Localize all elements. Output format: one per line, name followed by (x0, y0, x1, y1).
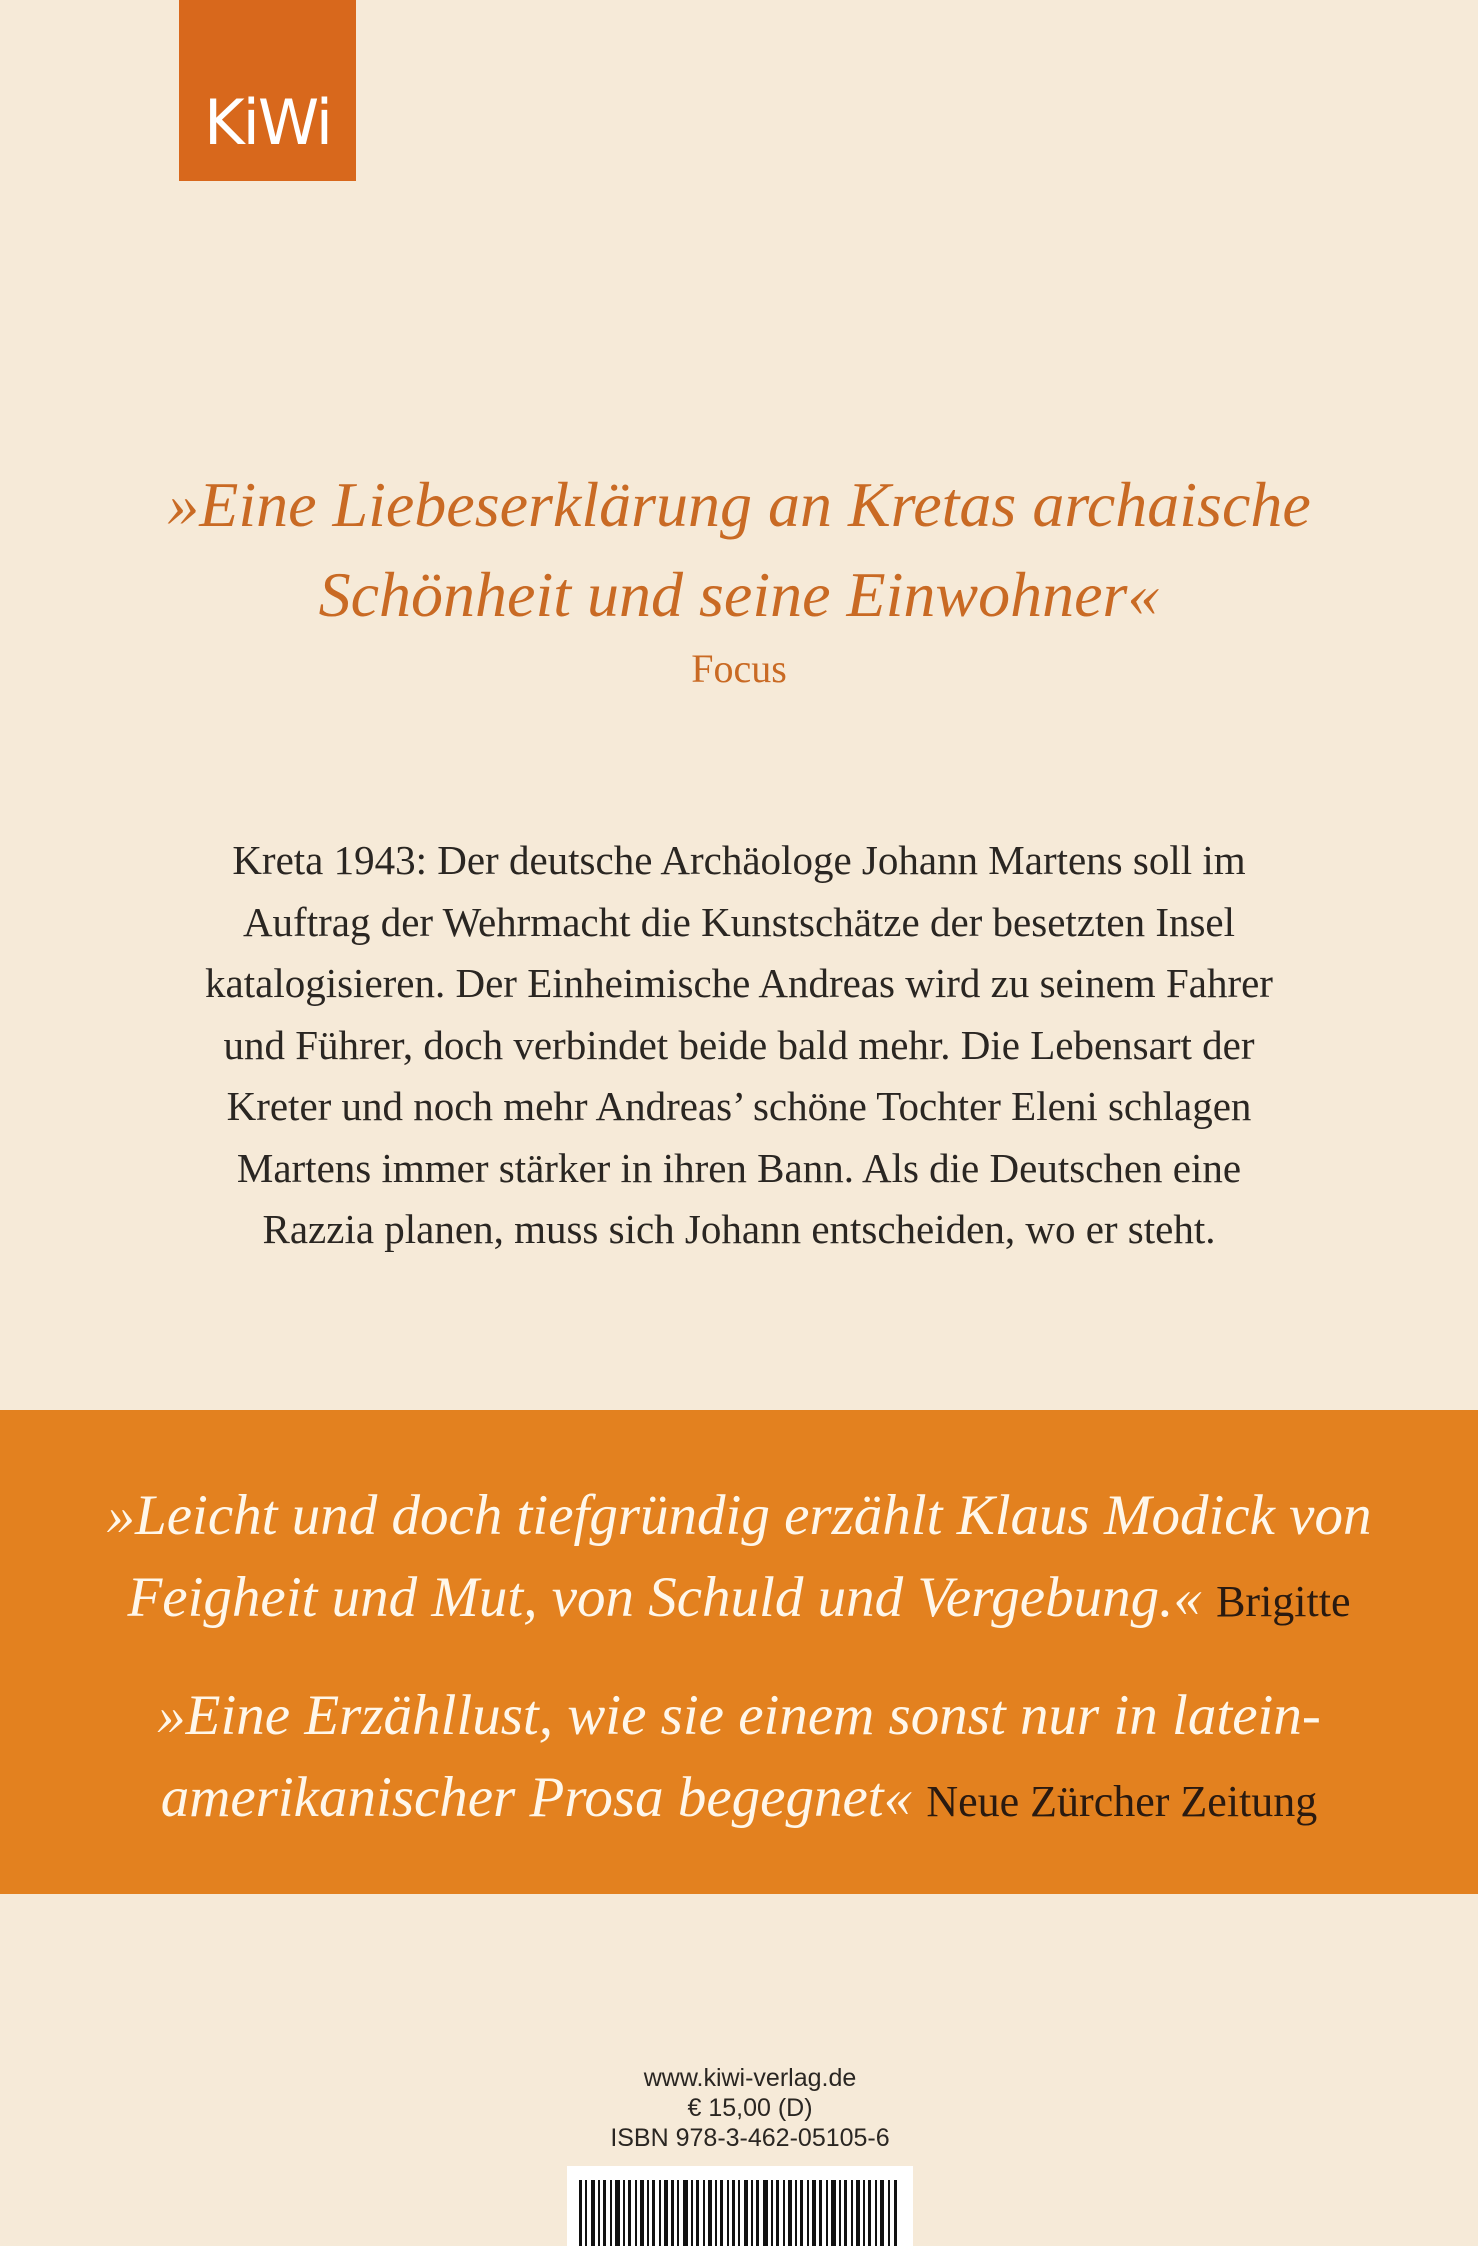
band-quote-2-source: Neue Zürcher Zeitung (926, 1777, 1318, 1826)
top-quote-source: Focus (691, 646, 787, 691)
band-quote-2-line-1: »Eine Erzähllust, wie sie einem sonst nur in latein- (157, 1684, 1321, 1747)
band-quote-1-source: Brigitte (1216, 1577, 1351, 1626)
top-quote-line-1: »Eine Liebeserklärung an Kretas archaische (167, 469, 1311, 540)
top-quote-line-2: Schönheit und seine Einwohner« (318, 559, 1160, 630)
publisher-logo-text: KiWi (203, 86, 332, 159)
band-quote-2-line-2: amerikanischer Prosa begegnet« (160, 1766, 913, 1829)
blurb-line: Kreter und noch mehr Andreas’ schöne Tochter Eleni schlagen (226, 1083, 1252, 1129)
imprint (540, 2063, 960, 2153)
blurb-line: Razzia planen, muss sich Johann entscheiden, wo er steht. (262, 1206, 1216, 1252)
barcode (567, 2166, 913, 2246)
band-quote-1-line-2-wrapper (0, 1557, 1478, 1643)
top-review-quote (0, 460, 1478, 640)
band-review-quote-1 (0, 1475, 1478, 1643)
publisher-logo (179, 0, 356, 181)
blurb-line: Kreta 1943: Der deutsche Archäologe Johann Martens soll im (232, 837, 1246, 883)
barcode-bars (579, 2180, 901, 2246)
band-quote-1-line-2: Feigheit und Mut, von Schuld und Vergebung.« (127, 1566, 1202, 1629)
band-review-quote-2 (0, 1675, 1478, 1843)
book-blurb (130, 830, 1348, 1261)
blurb-line: Martens immer stärker in ihren Bann. Als die Deutschen eine (236, 1144, 1242, 1191)
price: € 15,00 (D) (687, 2094, 813, 2122)
publisher-website: www.kiwi-verlag.de (643, 2064, 857, 2092)
blurb-line: Auftrag der Wehrmacht die Kunstschätze der besetzten Insel (242, 898, 1236, 945)
review-band (0, 1410, 1478, 1894)
isbn: ISBN 978-3-462-05105-6 (610, 2124, 890, 2152)
band-quote-1-line-1: »Leicht und doch tiefgründig erzählt Klaus Modick von (106, 1484, 1372, 1547)
blurb-line: katalogisieren. Der Einheimische Andreas wird zu seinem Fahrer (205, 960, 1273, 1006)
blurb-line: und Führer, doch verbindet beide bald mehr. Die Lebensart der (223, 1021, 1255, 1068)
band-quote-2-line-2-wrapper (0, 1757, 1478, 1843)
